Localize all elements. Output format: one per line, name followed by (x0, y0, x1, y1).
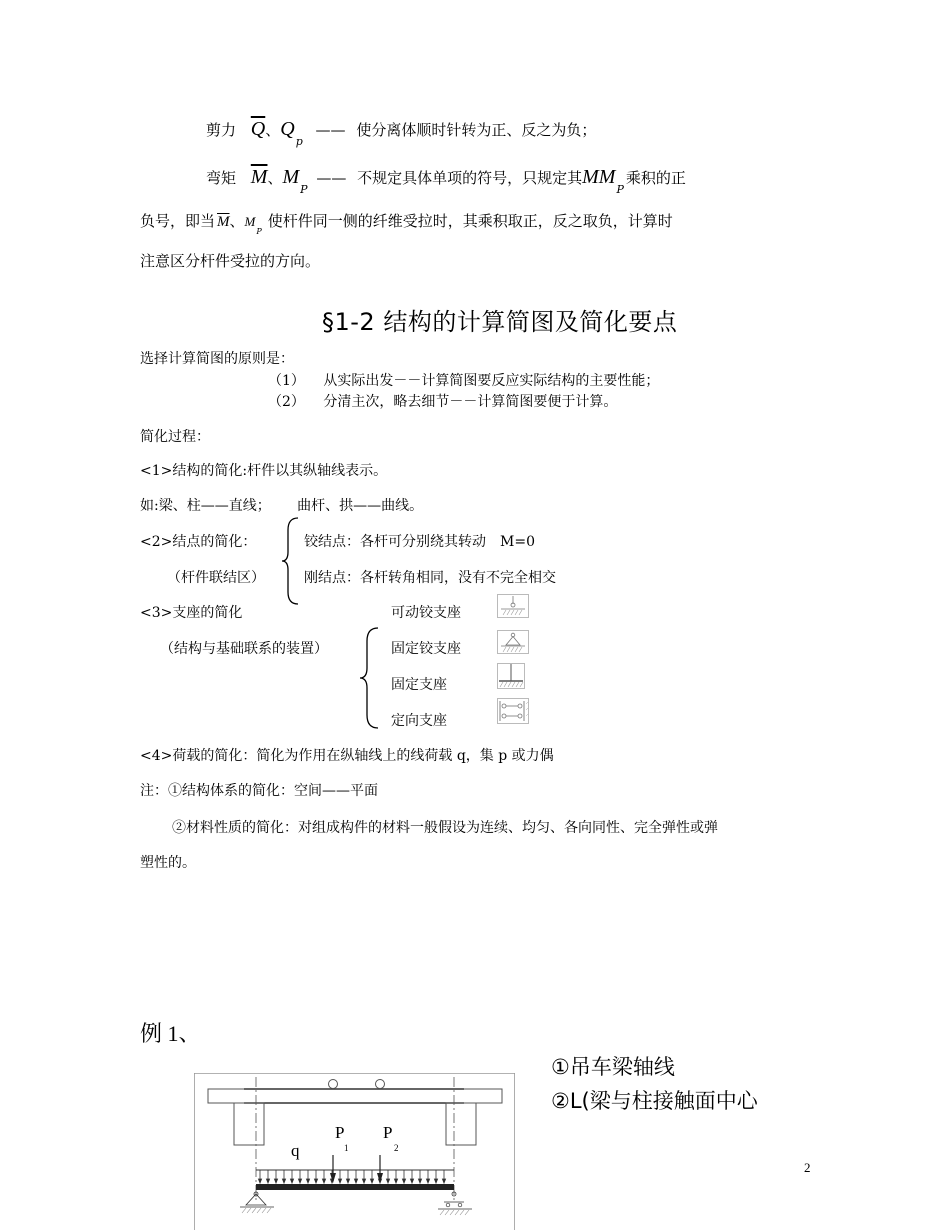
example-note-1: ①吊车梁轴线 (551, 1055, 675, 1079)
moment-label: 弯矩 (206, 169, 237, 187)
moment-product: MM (582, 166, 616, 188)
joint-subtitle: （杆件联结区） (167, 570, 265, 586)
example-note-2: ②L(梁与柱接触面中心 (551, 1089, 758, 1113)
moment-product-subscript: P (616, 183, 624, 196)
process-structure: <1>结构的简化:杆件以其纵轴线表示。 (140, 463, 388, 479)
moment-line2-sub: P (256, 227, 262, 236)
pin-support-icon (497, 630, 529, 654)
distributed-load-arrowhead (266, 1179, 269, 1183)
distributed-load-arrowhead (370, 1179, 373, 1183)
note-material-line1: ②材料性质的简化：对组成构件的材料一般假设为连续、均匀、各向同性、完全弹性或弹 (172, 820, 718, 836)
moment-line-2 (140, 210, 673, 236)
note-structure-system: 注：①结构体系的简化：空间——平面 (140, 783, 378, 799)
shear-label: 剪力 (206, 121, 237, 139)
distributed-load-arrowhead (274, 1179, 277, 1183)
shear-symbol-bar: $\overline{Q}$ (250, 118, 266, 140)
shear-description: 使分离体顺时针转为正、反之为负； (356, 121, 597, 139)
moment-symbol-bar: $\overline{M}$ (250, 166, 268, 188)
support-brace-icon (360, 626, 382, 730)
load-p2-label: P (383, 1123, 393, 1142)
page-number: 2 (804, 1160, 811, 1175)
moment-description: 不规定具体单项的符号，只规定其 (357, 169, 583, 187)
principle-num-1: （1） (268, 373, 305, 389)
crane-beam-figure (194, 1073, 516, 1230)
shear-subscript: p (295, 135, 303, 148)
moment-line2-sym1: $\overline{M}$ (217, 214, 230, 230)
load-simplification: <4>荷载的简化：简化为作用在纵轴线上的线荷载 q，集 p 或力偶 (140, 748, 554, 764)
moment-description-end: 乘积的正 (625, 169, 686, 187)
load-p1-label: P (335, 1123, 345, 1142)
moment-line2-sym2: M (244, 214, 256, 229)
distributed-load-arrowhead (402, 1179, 405, 1183)
section-heading: §1-2 结构的计算简图及简化要点 (322, 308, 678, 336)
joint-item-rigid: 刚结点：各杆转角相同，没有不完全相交 (304, 570, 556, 586)
example-straight: 如:梁、柱——直线； (140, 498, 271, 514)
support-item-roller: 可动铰支座 (391, 605, 461, 621)
joint-title: <2>结点的简化： (140, 534, 257, 550)
distributed-load-arrowhead (282, 1179, 285, 1183)
principle-num-2: （2） (268, 394, 305, 410)
distributed-load-arrowhead (346, 1179, 349, 1183)
distributed-load-arrowhead (434, 1179, 437, 1183)
distributed-load-arrowhead (354, 1179, 357, 1183)
fixed-support-icon (497, 663, 525, 689)
roller-support-icon (497, 594, 529, 618)
load-p2-subscript: 2 (394, 1143, 399, 1153)
shear-line (206, 118, 597, 148)
shear-symbol-p: Q (280, 118, 295, 140)
moment-dash: —— (316, 169, 347, 187)
distributed-load-arrowhead (338, 1179, 341, 1183)
process-structure-example (140, 495, 423, 515)
joint-brace-icon (282, 516, 302, 606)
support-title: <3>支座的简化 (140, 605, 243, 621)
moment-symbol-p: M (282, 166, 300, 188)
moment-line2-sep: 、 (229, 212, 245, 230)
moment-sep: 、 (267, 169, 283, 187)
distributed-load-arrowhead (418, 1179, 421, 1183)
support-item-fixed: 固定支座 (391, 677, 447, 693)
moment-line2-b: 使杆件同一侧的纤维受拉时，其乘积取正，反之取负，计算时 (267, 212, 673, 230)
moment-subscript: P (300, 183, 308, 196)
support-item-pin: 固定铰支座 (391, 641, 461, 657)
distributed-load-arrowhead (386, 1179, 389, 1183)
distributed-load-arrowhead (258, 1179, 261, 1183)
distributed-load-arrowhead (314, 1179, 317, 1183)
distributed-load-arrowhead (394, 1179, 397, 1183)
principles-intro: 选择计算简图的原则是： (140, 351, 294, 367)
example-curved: 曲杆、拱——曲线。 (297, 498, 424, 514)
moment-line (206, 166, 686, 196)
moment-line-3: 注意区分杆件受拉的方向。 (140, 252, 321, 270)
load-p1-subscript: 1 (344, 1143, 349, 1153)
support-subtitle: （结构与基础联系的装置） (160, 641, 328, 657)
distributed-load-arrowhead (442, 1179, 445, 1183)
support-item-guided: 定向支座 (391, 713, 447, 729)
example-title: 例 1、 (140, 1021, 201, 1046)
load-q-label: q (291, 1141, 300, 1160)
joint-item-hinge: 铰结点：各杆可分别绕其转动 M=0 (304, 534, 535, 550)
moment-line2-a: 负号，即当 (140, 212, 216, 230)
principle-item-1 (268, 370, 659, 390)
distributed-load-arrowhead (290, 1179, 293, 1183)
shear-dash: —— (315, 121, 346, 139)
principle-item-2 (268, 391, 617, 411)
process-title: 简化过程： (140, 429, 210, 445)
distributed-load-arrowhead (322, 1179, 325, 1183)
distributed-load-arrowhead (362, 1179, 365, 1183)
principle-text-2: 分清主次，略去细节－－计算简图要便于计算。 (323, 394, 618, 410)
shear-sep: 、 (265, 121, 281, 139)
distributed-load-arrowhead (410, 1179, 413, 1183)
note-material-line2: 塑性的。 (140, 855, 196, 871)
distributed-load-arrowhead (306, 1179, 309, 1183)
principle-text-1: 从实际出发－－计算简图要反应实际结构的主要性能； (323, 373, 660, 389)
distributed-load-arrowhead (298, 1179, 301, 1183)
distributed-load-arrowhead (426, 1179, 429, 1183)
guided-support-icon (497, 698, 529, 724)
